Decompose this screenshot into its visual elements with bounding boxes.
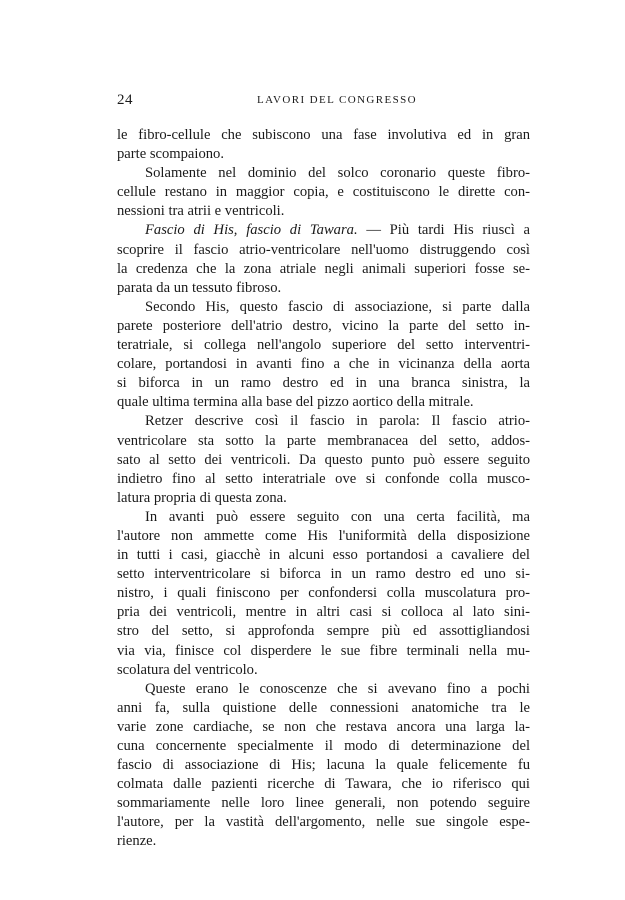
text-line: sato al setto dei ventricoli. Da questo punto può essere seguito [117, 451, 530, 468]
paragraph-6 [117, 508, 530, 680]
section-heading: Fascio di His, fascio di Tawara. [145, 222, 358, 239]
text-line: colmata dalle pazienti ricerche di Tawara, che io riferisco qui [117, 776, 530, 793]
text-line: Secondo His, questo fascio di associazione, si parte dalla [145, 298, 530, 315]
text-line: via via, finisce col disperdere le sue fibre terminali nella mu- [117, 642, 530, 659]
text-line: Retzer descrive così il fascio in parola: Il fascio atrio- [145, 413, 530, 430]
text-line: fascio di associazione di His; lacuna la quale felicemente fu [117, 757, 530, 774]
text-line: anni fa, sulla quistione delle connessioni anatomiche tra le [117, 699, 530, 716]
text-line: rienze. [117, 833, 157, 850]
text-line: sommariamente nelle loro linee generali, non potendo seguire [117, 795, 530, 812]
text-line: parata da un tessuto fibroso. [117, 279, 282, 296]
page-header [117, 92, 530, 112]
paragraph-7 [117, 680, 530, 852]
running-title: LAVORI DEL CONGRESSO [257, 94, 418, 106]
paragraph-5 [117, 412, 530, 507]
text-line: si biforca in un ramo destro ed in una branca sinistra, la [117, 375, 530, 392]
text-line: le fibro-cellule che subiscono una fase involutiva ed in gran [117, 127, 530, 143]
text-line: In avanti può essere seguito con una certa facilità, ma [145, 508, 530, 525]
text-line: l'autore, per la vastità dell'argomento, nelle sue singole espe- [117, 814, 530, 831]
text-line: cellule restano in maggior copia, e costituiscono le dirette con- [117, 184, 530, 201]
text-line: indietro fino al setto interatriale ove si confonde colla musco- [117, 470, 530, 487]
text-line: pria dei ventricoli, mentre in altri casi si colloca al lato sini- [117, 604, 530, 621]
text-line: latura propria di questa zona. [117, 489, 287, 506]
text-line: cuna concernente specialmente il modo di determinazione del [117, 738, 530, 754]
text-line: colare, portandosi in avanti fino a che in vicinanza della aorta [117, 356, 530, 373]
text-line: setto interventricolare si biforca in un ramo destro ed uno si- [117, 566, 530, 583]
text-line: parte scompaiono. [117, 146, 224, 163]
text-line: parete posteriore dell'atrio destro, vicino la parte del setto in- [117, 317, 530, 334]
text-line-with-heading [117, 221, 530, 240]
text-line: nistro, i quali finiscono per confondersi colla muscolatura pro- [117, 585, 530, 602]
text-line: Queste erano le conoscenze che si avevano fino a pochi [145, 680, 530, 697]
page-number: 24 [117, 92, 133, 108]
text-run: — Più tardi His riuscì a [357, 222, 530, 239]
text-line: ventricolare sta sotto la parte membranacea del setto, addos- [117, 432, 530, 449]
paragraph-2 [117, 164, 530, 221]
text-line: varie zone cardiache, se non che restava ancora una larga la- [117, 718, 530, 735]
text-line: nessioni tra atrii e ventricoli. [117, 203, 285, 220]
text-line: in tutti i casi, giacchè in alcuni esso portandosi a cavaliere del [117, 547, 530, 564]
text-line: Solamente nel dominio del solco coronario queste fibro- [145, 165, 530, 182]
text-line: la credenza che la zona atriale negli animali superiori fosse se- [117, 260, 530, 277]
text-line: l'autore non ammette come His l'uniformità della disposizione [117, 527, 530, 544]
body-text [117, 126, 530, 852]
paragraph-1 [117, 126, 530, 164]
text-line: teratriale, si collega nell'angolo superiore del setto interventri- [117, 337, 530, 354]
text-line: stro del setto, si approfonda sempre più ed assottigliandosi [117, 623, 530, 640]
text-line: scoprire il fascio atrio-ventricolare nell'uomo distruggendo così [117, 241, 530, 258]
text-line: scolatura del ventricolo. [117, 661, 258, 678]
text-line: quale ultima termina alla base del pizzo aortico della mitrale. [117, 394, 474, 411]
paragraph-3 [117, 221, 530, 297]
paragraph-4 [117, 298, 530, 413]
